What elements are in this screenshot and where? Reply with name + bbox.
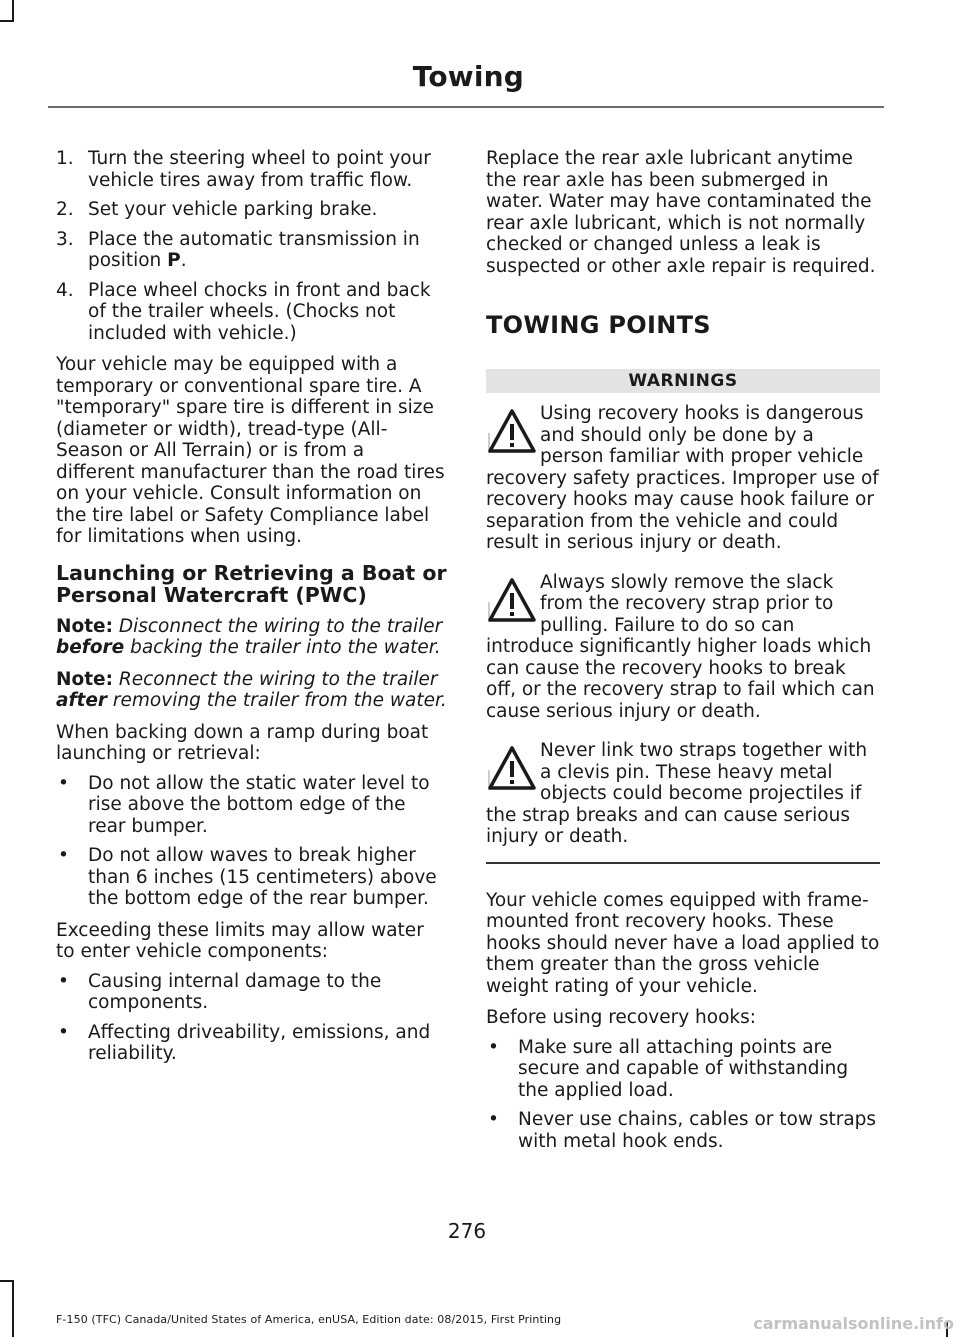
right-column [486,148,880,1152]
axle-paragraph: Replace the rear axle lubricant anytime the rear axle has been submerged in water. Water may have contaminated the rear axle lubricant, which is not normally checked or changed unless a leak is suspected or other axle repair is required. [486,148,876,277]
watermark: carmanualsonline.info [753,1314,954,1333]
list-item [486,1109,880,1152]
before-using-bullet-list [486,1037,880,1153]
note-text: Reconnect the wiring to the trailer [112,668,438,690]
step-text-part: Place the automatic transmission in position [88,228,420,271]
warnings-heading: WARNINGS [486,369,880,393]
list-item [486,1037,880,1102]
step-item [56,229,448,272]
bullet-glyph: • [488,1036,499,1058]
warning-text: Using recovery hooks is dangerous and should only be done by a person familiar with proper vehicle recovery safety practices. Improper use of recovery hooks may cause hook failure or separation from the vehicle and could result in serious injury or death. [486,403,879,553]
step-text: Place wheel chocks in front and back of the trailer wheels. (Chocks not included with vehicle.) [88,279,431,344]
edition-footer: F-150 (TFC) Canada/United States of America, enUSA, Edition date: 08/2015, First Printing [56,1313,562,1326]
step-text-part: . [180,250,187,271]
before-using-intro: Before using recovery hooks: [486,1007,757,1028]
warning-triangle-icon [486,572,540,632]
list-item-text: Make sure all attaching points are secure and capable of withstanding the applied load. [518,1036,849,1101]
step-text: Turn the steering wheel to point your vehicle tires away from traffic flow. [88,148,431,191]
bullet-glyph: • [488,1109,499,1130]
boat-launch-subheading: Launching or Retrieving a Boat or Personal Watercraft (PWC) [56,560,447,607]
exceed-bullet-list [56,971,448,1065]
note-emphasis: before [56,637,125,658]
recovery-hooks-paragraph: Your vehicle comes equipped with frame-mounted front recovery hooks. These hooks should never have a load applied to them greater than the gross vehicle weight rating of your vehicle. [486,889,880,997]
bullet-glyph: • [58,1021,69,1043]
note-label: Note: [56,668,113,690]
list-item [56,1022,448,1065]
left-column [56,148,448,1065]
step-number: 2. [56,199,74,220]
crop-mark-bottom-left-horizontal [0,1280,14,1282]
warnings-divider [486,862,880,864]
step-item [56,280,448,345]
step-item [56,148,448,191]
list-item-text: Never use chains, cables or tow straps with metal hook ends. [518,1109,877,1152]
step-text [88,229,448,272]
note-text: removing the trailer from the water. [107,690,447,711]
list-item-text: Do not allow waves to break higher than 6 inches (15 centimeters) above the bottom edge of the rear bumper. [88,845,437,909]
header-divider [48,106,884,108]
list-item [56,845,448,910]
warning-text: Always slowly remove the slack from the recovery strap prior to pulling. Failure to do so can introduce significantly higher loads which can cause the recovery hooks to break off, or the recovery strap to fail which can cause serious injury or death. [486,571,875,722]
warning-item [486,403,880,554]
exceed-intro: Exceeding these limits may allow water to enter vehicle components: [56,919,424,962]
warning-triangle-icon [486,403,540,463]
list-item-text: Do not allow the static water level to rise above the bottom edge of the rear bumper. [88,772,430,837]
gear-position-p: P [167,250,181,271]
step-text: Set your vehicle parking brake. [88,199,378,220]
backing-intro: When backing down a ramp during boat launching or retrieval: [56,721,429,764]
spare-tire-paragraph: Your vehicle may be equipped with a temporary or conventional spare tire. A "temporary" spare tire is different in size (diameter or width), tread-type (All-Season or All Terrain) or is from a different manufacturer than the road tires on your vehicle. Consult information on the tire label or Safety Compliance label for limitations when using. [56,354,445,547]
step-number: 3. [56,228,74,250]
page-title: Towing [412,60,524,93]
list-item-text: Affecting driveability, emissions, and reliability. [88,1021,431,1064]
warning-triangle-icon [486,740,540,800]
list-item-text: Causing internal damage to the components. [88,970,382,1013]
step-item [56,199,448,221]
page-number: 276 [447,1219,487,1243]
list-item [56,971,448,1014]
backing-bullet-list [56,773,448,910]
list-item [56,773,448,838]
note-disconnect [56,616,448,659]
bullet-glyph: • [58,970,69,992]
warning-item [486,572,880,723]
note-text: backing the trailer into the water. [124,637,441,658]
crop-mark-bottom-left-vertical [12,1280,14,1337]
note-label: Note: [56,615,113,637]
warning-item [486,740,880,848]
note-emphasis: after [56,690,108,711]
warning-text: Never link two straps together with a clevis pin. These heavy metal objects could become projectiles if the strap breaks and can cause serious injury or death. [486,740,868,847]
towing-points-heading: TOWING POINTS [486,311,711,339]
step-number: 4. [56,279,74,301]
crop-mark-top-left-horizontal [0,20,14,22]
bullet-glyph: • [58,772,69,794]
crop-mark-top-left-vertical [12,0,14,22]
note-reconnect [56,669,448,712]
bullet-glyph: • [58,845,69,866]
note-text: Disconnect the wiring to the trailer [112,615,443,637]
step-number: 1. [56,148,74,169]
